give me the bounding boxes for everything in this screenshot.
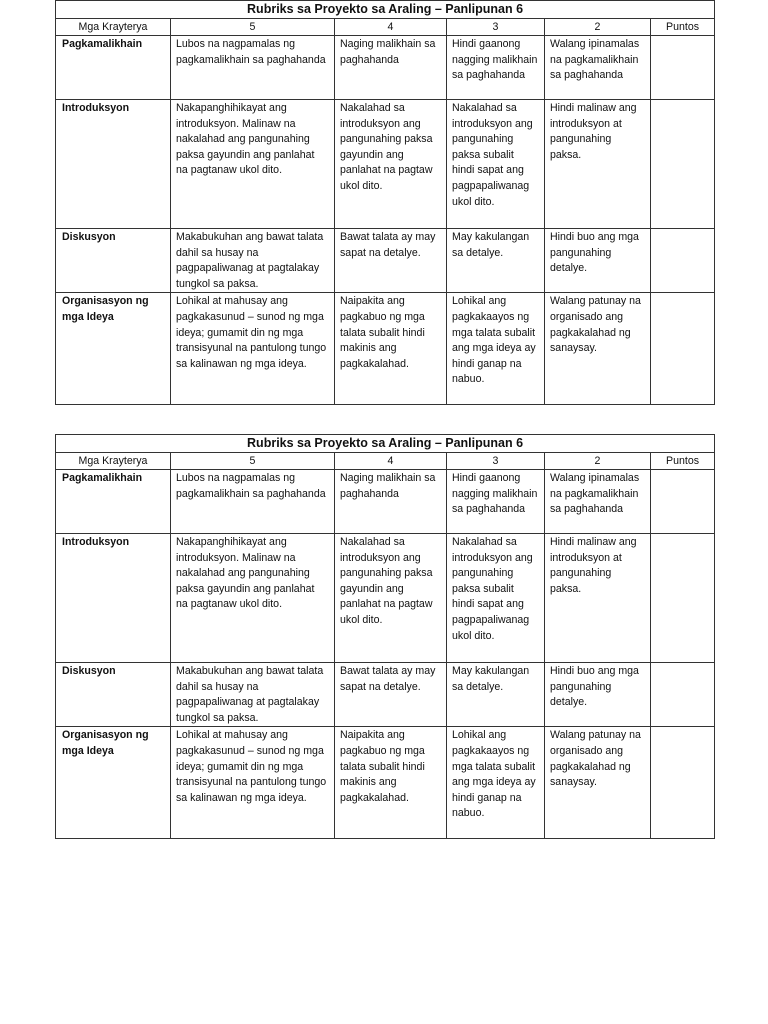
score-3-cell: May kakulangan sa detalye. xyxy=(447,663,545,727)
header-criteria: Mga Krayterya xyxy=(56,453,171,470)
score-3-cell: Nakalahad sa introduksyon ang pangunahing paksa subalit hindi sapat ang pagpapaliwanag ukol dito. xyxy=(447,534,545,663)
criterion-label: Diskusyon xyxy=(56,229,171,293)
score-4-cell: Bawat talata ay may sapat na detalye. xyxy=(335,663,447,727)
score-3-cell: Hindi gaanong nagging malikhain sa paghahanda xyxy=(447,36,545,100)
score-2-cell: Hindi malinaw ang introduksyon at pangunahing paksa. xyxy=(545,100,651,229)
header-score-5: 5 xyxy=(171,19,335,36)
score-4-cell: Naipakita ang pagkabuo ng mga talata subalit hindi makinis ang pagkakalahad. xyxy=(335,727,447,839)
score-2-cell: Hindi buo ang mga pangunahing detalye. xyxy=(545,663,651,727)
header-score-3: 3 xyxy=(447,453,545,470)
table-row xyxy=(56,534,715,663)
header-score-3: 3 xyxy=(447,19,545,36)
criterion-label: Organisasyon ng mga Ideya xyxy=(56,293,171,405)
header-criteria: Mga Krayterya xyxy=(56,19,171,36)
table-row xyxy=(56,470,715,534)
criterion-label: Diskusyon xyxy=(56,663,171,727)
score-2-cell: Walang patunay na organisado ang pagkakalahad ng sanaysay. xyxy=(545,727,651,839)
criterion-label: Organisasyon ng mga Ideya xyxy=(56,727,171,839)
header-score-4: 4 xyxy=(335,453,447,470)
score-5-cell: Lubos na nagpamalas ng pagkamalikhain sa paghahanda xyxy=(171,470,335,534)
score-2-cell: Walang patunay na organisado ang pagkakalahad ng sanaysay. xyxy=(545,293,651,405)
score-5-cell: Nakapanghihikayat ang introduksyon. Malinaw na nakalahad ang pangunahing paksa gayundin ang panlahat na pagtanaw ukol dito. xyxy=(171,100,335,229)
score-2-cell: Hindi buo ang mga pangunahing detalye. xyxy=(545,229,651,293)
points-cell xyxy=(651,534,715,663)
points-cell xyxy=(651,727,715,839)
score-5-cell: Lubos na nagpamalas ng pagkamalikhain sa paghahanda xyxy=(171,36,335,100)
header-points: Puntos xyxy=(651,19,715,36)
header-score-2: 2 xyxy=(545,453,651,470)
table-row xyxy=(56,663,715,727)
header-score-4: 4 xyxy=(335,19,447,36)
points-cell xyxy=(651,100,715,229)
score-5-cell: Makabukuhan ang bawat talata dahil sa husay na pagpapaliwanag at pagtalakay tungkol sa paksa. xyxy=(171,663,335,727)
title-row xyxy=(56,435,715,453)
rubric-table xyxy=(55,0,715,405)
rubric-title: Rubriks sa Proyekto sa Araling – Panlipunan 6 xyxy=(56,1,715,19)
score-3-cell: Lohikal ang pagkakaayos ng mga talata subalit ang mga ideya ay hindi ganap na nabuo. xyxy=(447,293,545,405)
header-row xyxy=(56,19,715,36)
header-points: Puntos xyxy=(651,453,715,470)
score-2-cell: Walang ipinamalas na pagkamalikhain sa paghahanda xyxy=(545,36,651,100)
score-5-cell: Nakapanghihikayat ang introduksyon. Malinaw na nakalahad ang pangunahing paksa gayundin ang panlahat na pagtanaw ukol dito. xyxy=(171,534,335,663)
score-2-cell: Walang ipinamalas na pagkamalikhain sa paghahanda xyxy=(545,470,651,534)
table-row xyxy=(56,36,715,100)
points-cell xyxy=(651,36,715,100)
score-5-cell: Makabukuhan ang bawat talata dahil sa husay na pagpapaliwanag at pagtalakay tungkol sa paksa. xyxy=(171,229,335,293)
criterion-label: Pagkamalikhain xyxy=(56,36,171,100)
score-2-cell: Hindi malinaw ang introduksyon at pangunahing paksa. xyxy=(545,534,651,663)
score-4-cell: Naging malikhain sa paghahanda xyxy=(335,470,447,534)
rubric-title: Rubriks sa Proyekto sa Araling – Panlipunan 6 xyxy=(56,435,715,453)
points-cell xyxy=(651,470,715,534)
header-row xyxy=(56,453,715,470)
score-3-cell: May kakulangan sa detalye. xyxy=(447,229,545,293)
table-row xyxy=(56,727,715,839)
score-4-cell: Bawat talata ay may sapat na detalye. xyxy=(335,229,447,293)
score-4-cell: Nakalahad sa introduksyon ang pangunahing paksa gayundin ang panlahat na pagtaw ukol dito. xyxy=(335,534,447,663)
score-3-cell: Hindi gaanong nagging malikhain sa paghahanda xyxy=(447,470,545,534)
score-3-cell: Nakalahad sa introduksyon ang pangunahing paksa subalit hindi sapat ang pagpapaliwanag ukol dito. xyxy=(447,100,545,229)
title-row xyxy=(56,1,715,19)
criterion-label: Introduksyon xyxy=(56,534,171,663)
score-5-cell: Lohikal at mahusay ang pagkakasunud – sunod ng mga ideya; gumamit din ng mga transisyunal na pantulong tungo sa kalinawan ng mga ideya. xyxy=(171,293,335,405)
header-score-5: 5 xyxy=(171,453,335,470)
table-row xyxy=(56,293,715,405)
criterion-label: Pagkamalikhain xyxy=(56,470,171,534)
points-cell xyxy=(651,663,715,727)
table-row xyxy=(56,229,715,293)
header-score-2: 2 xyxy=(545,19,651,36)
score-3-cell: Lohikal ang pagkakaayos ng mga talata subalit ang mga ideya ay hindi ganap na nabuo. xyxy=(447,727,545,839)
score-5-cell: Lohikal at mahusay ang pagkakasunud – sunod ng mga ideya; gumamit din ng mga transisyunal na pantulong tungo sa kalinawan ng mga ideya. xyxy=(171,727,335,839)
score-4-cell: Naging malikhain sa paghahanda xyxy=(335,36,447,100)
score-4-cell: Naipakita ang pagkabuo ng mga talata subalit hindi makinis ang pagkakalahad. xyxy=(335,293,447,405)
score-4-cell: Nakalahad sa introduksyon ang pangunahing paksa gayundin ang panlahat na pagtaw ukol dito. xyxy=(335,100,447,229)
rubric-table xyxy=(55,434,715,839)
points-cell xyxy=(651,229,715,293)
points-cell xyxy=(651,293,715,405)
table-row xyxy=(56,100,715,229)
criterion-label: Introduksyon xyxy=(56,100,171,229)
